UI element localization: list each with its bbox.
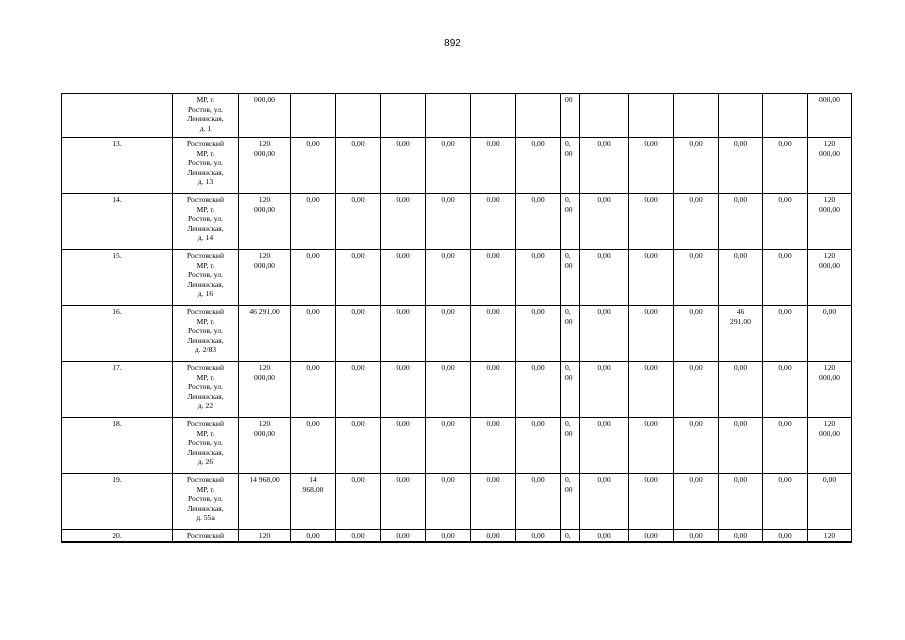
value-cell: 0, (561, 530, 580, 542)
value-cell: 0,00 (471, 474, 516, 530)
value-cell: 0,00 (336, 138, 381, 194)
row-number: 17. (62, 362, 173, 418)
value-cell: 0,00 (426, 138, 471, 194)
value-cell: 0,00 (381, 194, 426, 250)
value-cell: 0,00 (291, 418, 336, 474)
value-cell: 0,00 (471, 306, 516, 362)
value-cell: 0,00 (426, 250, 471, 306)
value-cell: 0,00 (291, 306, 336, 362)
table-row (62, 194, 852, 250)
table-row (62, 530, 852, 542)
value-cell: 120 000,00 (808, 194, 852, 250)
value-cell (291, 94, 336, 138)
value-cell: 0,00 (629, 194, 674, 250)
value-cell: 0,00 (580, 194, 629, 250)
value-cell: 0,00 (580, 138, 629, 194)
page-number: 892 (444, 38, 461, 49)
value-cell: 0,00 (516, 474, 561, 530)
row-number: 14. (62, 194, 173, 250)
value-cell: 0,00 (471, 362, 516, 418)
value-cell: 0,00 (580, 530, 629, 542)
value-cell: 0,00 (381, 530, 426, 542)
value-cell: 0,00 (580, 362, 629, 418)
value-cell: 0,00 (629, 530, 674, 542)
value-cell: 0,00 (629, 250, 674, 306)
row-number: 15. (62, 250, 173, 306)
table-row (62, 94, 852, 138)
value-cell: 0, 00 (561, 362, 580, 418)
value-cell: 0,00 (580, 418, 629, 474)
value-cell: 120 (808, 530, 852, 542)
value-cell: 0,00 (336, 474, 381, 530)
address-cell: Ростовский МР, г. Ростов, ул. Ленинская, д. 55а (173, 474, 239, 530)
value-cell: 0,00 (719, 250, 763, 306)
row-number (62, 94, 173, 138)
value-cell: 0,00 (336, 530, 381, 542)
table-body (62, 94, 852, 542)
value-cell: 0,00 (381, 250, 426, 306)
address-cell: Ростовский МР, г. Ростов, ул. Ленинская, д. 22 (173, 362, 239, 418)
value-cell: 0,00 (719, 138, 763, 194)
value-cell: 0,00 (336, 194, 381, 250)
value-cell: 0, 00 (561, 474, 580, 530)
value-cell: 0,00 (580, 306, 629, 362)
value-cell: 120 000,00 (239, 418, 291, 474)
value-cell: 0,00 (674, 250, 719, 306)
value-cell: 0,00 (426, 474, 471, 530)
value-cell: 120 000,00 (239, 138, 291, 194)
value-cell: 0,00 (674, 474, 719, 530)
value-cell (471, 94, 516, 138)
value-cell: 0,00 (674, 306, 719, 362)
data-table (61, 93, 852, 543)
value-cell: 0,00 (291, 194, 336, 250)
address-cell: Ростовский (173, 530, 239, 542)
value-cell: 0,00 (808, 306, 852, 362)
address-cell: Ростовский МР, г. Ростов, ул. Ленинская, д. 13 (173, 138, 239, 194)
value-cell: 120 (239, 530, 291, 542)
value-cell: 0,00 (426, 194, 471, 250)
value-cell: 0,00 (516, 362, 561, 418)
value-cell: 0,00 (763, 474, 808, 530)
value-cell: 0,00 (629, 306, 674, 362)
value-cell (381, 94, 426, 138)
value-cell: 0,00 (719, 194, 763, 250)
value-cell: 120 000,00 (239, 194, 291, 250)
value-cell (719, 94, 763, 138)
value-cell: 0,00 (629, 418, 674, 474)
value-cell (763, 94, 808, 138)
value-cell: 0,00 (471, 530, 516, 542)
value-cell: 0,00 (336, 306, 381, 362)
address-cell: МР, г. Ростов, ул. Ленинская, д. 1 (173, 94, 239, 138)
value-cell: 0,00 (291, 530, 336, 542)
table-row (62, 362, 852, 418)
value-cell: 0,00 (516, 418, 561, 474)
value-cell: 0,00 (629, 474, 674, 530)
value-cell: 0,00 (336, 362, 381, 418)
row-number: 18. (62, 418, 173, 474)
value-cell: 0,00 (763, 250, 808, 306)
address-cell: Ростовский МР, г. Ростов, ул. Ленинская, д. 26 (173, 418, 239, 474)
value-cell: 120 000,00 (239, 362, 291, 418)
value-cell: 00 (561, 94, 580, 138)
value-cell: 0,00 (580, 250, 629, 306)
value-cell: 120 000,00 (808, 362, 852, 418)
value-cell: 0,00 (719, 418, 763, 474)
value-cell: 0,00 (426, 362, 471, 418)
value-cell: 120 000,00 (239, 250, 291, 306)
value-cell: 0,00 (291, 250, 336, 306)
table-row (62, 250, 852, 306)
value-cell: 0,00 (336, 250, 381, 306)
value-cell: 120 000,00 (808, 138, 852, 194)
value-cell: 0,00 (763, 362, 808, 418)
table-row (62, 418, 852, 474)
value-cell: 0,00 (763, 194, 808, 250)
value-cell: 0,00 (763, 138, 808, 194)
value-cell: 0,00 (516, 138, 561, 194)
value-cell: 46 291,00 (719, 306, 763, 362)
row-number: 19. (62, 474, 173, 530)
value-cell: 0,00 (674, 362, 719, 418)
address-cell: Ростовский МР, г. Ростов, ул. Ленинская, д. 16 (173, 250, 239, 306)
value-cell: 0, 00 (561, 250, 580, 306)
value-cell: 0, 00 (561, 418, 580, 474)
value-cell: 0,00 (381, 474, 426, 530)
value-cell: 0,00 (629, 138, 674, 194)
value-cell: 0, 00 (561, 194, 580, 250)
row-number: 16. (62, 306, 173, 362)
row-number: 13. (62, 138, 173, 194)
address-cell: Ростовский МР, г. Ростов, ул. Ленинская, д. 14 (173, 194, 239, 250)
row-number: 20. (62, 530, 173, 542)
table-row (62, 474, 852, 530)
value-cell: 0,00 (580, 474, 629, 530)
value-cell: 0,00 (674, 418, 719, 474)
value-cell: 14 968,00 (291, 474, 336, 530)
value-cell: 0,00 (471, 138, 516, 194)
value-cell: 0,00 (336, 418, 381, 474)
value-cell (580, 94, 629, 138)
value-cell: 0,00 (291, 362, 336, 418)
value-cell: 0,00 (629, 362, 674, 418)
value-cell: 0,00 (719, 474, 763, 530)
value-cell: 0,00 (719, 362, 763, 418)
value-cell: 0,00 (516, 530, 561, 542)
value-cell: 0,00 (808, 474, 852, 530)
value-cell: 0,00 (763, 418, 808, 474)
value-cell: 0, 00 (561, 306, 580, 362)
value-cell: 14 968,00 (239, 474, 291, 530)
value-cell: 0,00 (381, 418, 426, 474)
value-cell: 0,00 (763, 306, 808, 362)
value-cell: 0,00 (674, 530, 719, 542)
value-cell: 46 291,00 (239, 306, 291, 362)
value-cell: 120 000,00 (808, 418, 852, 474)
value-cell: 120 000,00 (808, 250, 852, 306)
address-cell: Ростовский МР, г. Ростов, ул. Ленинская, д. 2/83 (173, 306, 239, 362)
value-cell: 0, 00 (561, 138, 580, 194)
value-cell: 000,00 (239, 94, 291, 138)
value-cell: 0,00 (381, 306, 426, 362)
value-cell: 0,00 (381, 138, 426, 194)
value-cell (426, 94, 471, 138)
value-cell: 0,00 (426, 530, 471, 542)
table-row (62, 306, 852, 362)
value-cell: 0,00 (674, 194, 719, 250)
value-cell: 0,00 (516, 306, 561, 362)
value-cell: 0,00 (516, 194, 561, 250)
value-cell: 0,00 (516, 250, 561, 306)
value-cell: 0,00 (471, 418, 516, 474)
value-cell: 0,00 (426, 418, 471, 474)
value-cell: 0,00 (291, 138, 336, 194)
value-cell: 0,00 (763, 530, 808, 542)
value-cell: 0,00 (719, 530, 763, 542)
value-cell: 0,00 (381, 362, 426, 418)
value-cell (674, 94, 719, 138)
value-cell: 0,00 (471, 250, 516, 306)
value-cell: 0,00 (471, 194, 516, 250)
value-cell: 0,00 (426, 306, 471, 362)
value-cell (629, 94, 674, 138)
value-cell: 0,00 (674, 138, 719, 194)
value-cell (516, 94, 561, 138)
table-row (62, 138, 852, 194)
value-cell: 000,00 (808, 94, 852, 138)
value-cell (336, 94, 381, 138)
